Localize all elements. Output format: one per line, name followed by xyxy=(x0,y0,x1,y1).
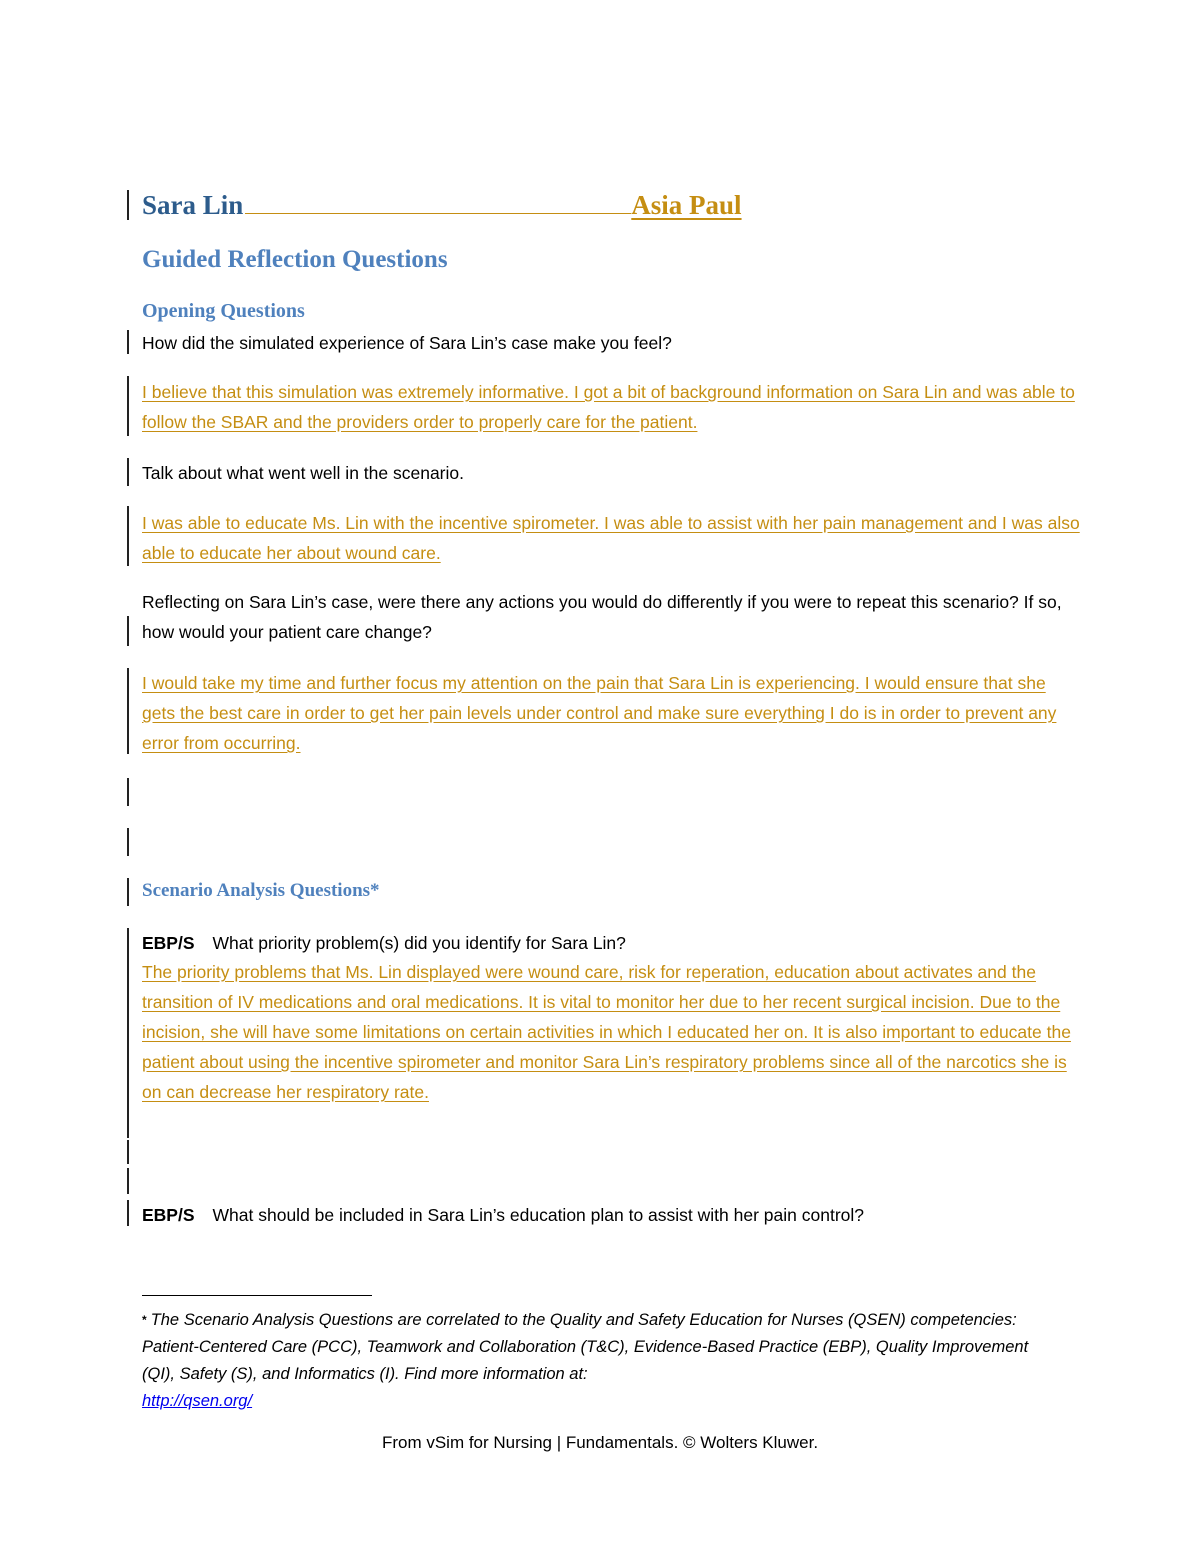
scenario-question-1 xyxy=(142,928,1082,958)
change-bar xyxy=(127,928,129,1138)
change-bar xyxy=(127,376,129,436)
change-bar xyxy=(127,668,129,754)
opening-question-3: Reflecting on Sara Lin’s case, were there any actions you would do differently if you were to repeat this scenario? If so, how would your patient care change? xyxy=(142,592,1062,642)
scenario-question-1-text: What priority problem(s) did you identify for Sara Lin? xyxy=(212,933,626,953)
change-bar xyxy=(127,190,129,220)
change-bar xyxy=(127,828,129,856)
qsen-tag: EBP/S xyxy=(142,1205,195,1225)
patient-name: Sara Lin xyxy=(142,190,244,220)
change-bar xyxy=(127,506,129,566)
change-bar xyxy=(127,1168,129,1194)
change-bar xyxy=(127,330,129,354)
page-footer: From vSim for Nursing | Fundamentals. © Wolters Kluwer. xyxy=(381,1433,819,1452)
opening-answer-2: I was able to educate Ms. Lin with the incentive spirometer. I was able to assist with her pain management and I was also able to educate her about wound care. xyxy=(142,513,1080,563)
student-name: Asia Paul xyxy=(631,190,742,220)
qsen-link[interactable]: http://qsen.org/ xyxy=(142,1392,253,1410)
qsen-tag: EBP/S xyxy=(142,933,195,953)
footnote xyxy=(142,1307,1062,1415)
opening-question-2: Talk about what went well in the scenario. xyxy=(142,463,464,483)
footnote-text: The Scenario Analysis Questions are correlated to the Quality and Safety Education for Nurses (QSEN) competencies: Patient-Centered Care (PCC), Teamwork and Collaboration (T&C), Evidence-Based Practice (EBP), Quality Improvement (QI), Safety (S), and Informatics (I). Find more information at: xyxy=(142,1311,1029,1383)
change-bar xyxy=(127,1140,129,1164)
change-bar xyxy=(127,458,129,486)
scenario-question-2 xyxy=(142,1200,1082,1230)
opening-answer-1: I believe that this simulation was extremely informative. I got a bit of background information on Sara Lin and was able to follow the SBAR and the providers order to properly care for the patient. xyxy=(142,382,1075,432)
opening-questions-heading: Opening Questions xyxy=(142,300,305,322)
change-bar xyxy=(127,778,129,806)
change-bar xyxy=(127,878,129,906)
footnote-mark: * xyxy=(142,1313,147,1327)
opening-question-1: How did the simulated experience of Sara Lin’s case make you feel? xyxy=(142,333,672,353)
scenario-answer-1: The priority problems that Ms. Lin displayed were wound care, risk for reperation, education about activates and the transition of IV medications and oral medications. It is vital to monitor her due to her recent surgical incision. Due to the incision, she will have some limitations on certain activities in which I educated her on. It is also important to educate the patient about using the incentive spirometer and monitor Sara Lin’s respiratory problems since all of the narcotics she is on can decrease her respiratory rate. xyxy=(142,962,1071,1102)
change-bar xyxy=(127,616,129,646)
page-title: Guided Reflection Questions xyxy=(142,246,448,273)
opening-answer-3: I would take my time and further focus my attention on the pain that Sara Lin is experiencing. I would ensure that she gets the best care in order to get her pain levels under control and make sure everything I do is in order to prevent any error from occurring. xyxy=(142,673,1057,753)
scenario-question-2-text: What should be included in Sara Lin’s education plan to assist with her pain control? xyxy=(212,1205,864,1225)
document-header xyxy=(142,190,742,221)
change-bar xyxy=(127,1200,129,1226)
scenario-analysis-heading: Scenario Analysis Questions* xyxy=(142,880,380,901)
footnote-separator xyxy=(142,1295,372,1296)
name-rule xyxy=(245,191,631,214)
